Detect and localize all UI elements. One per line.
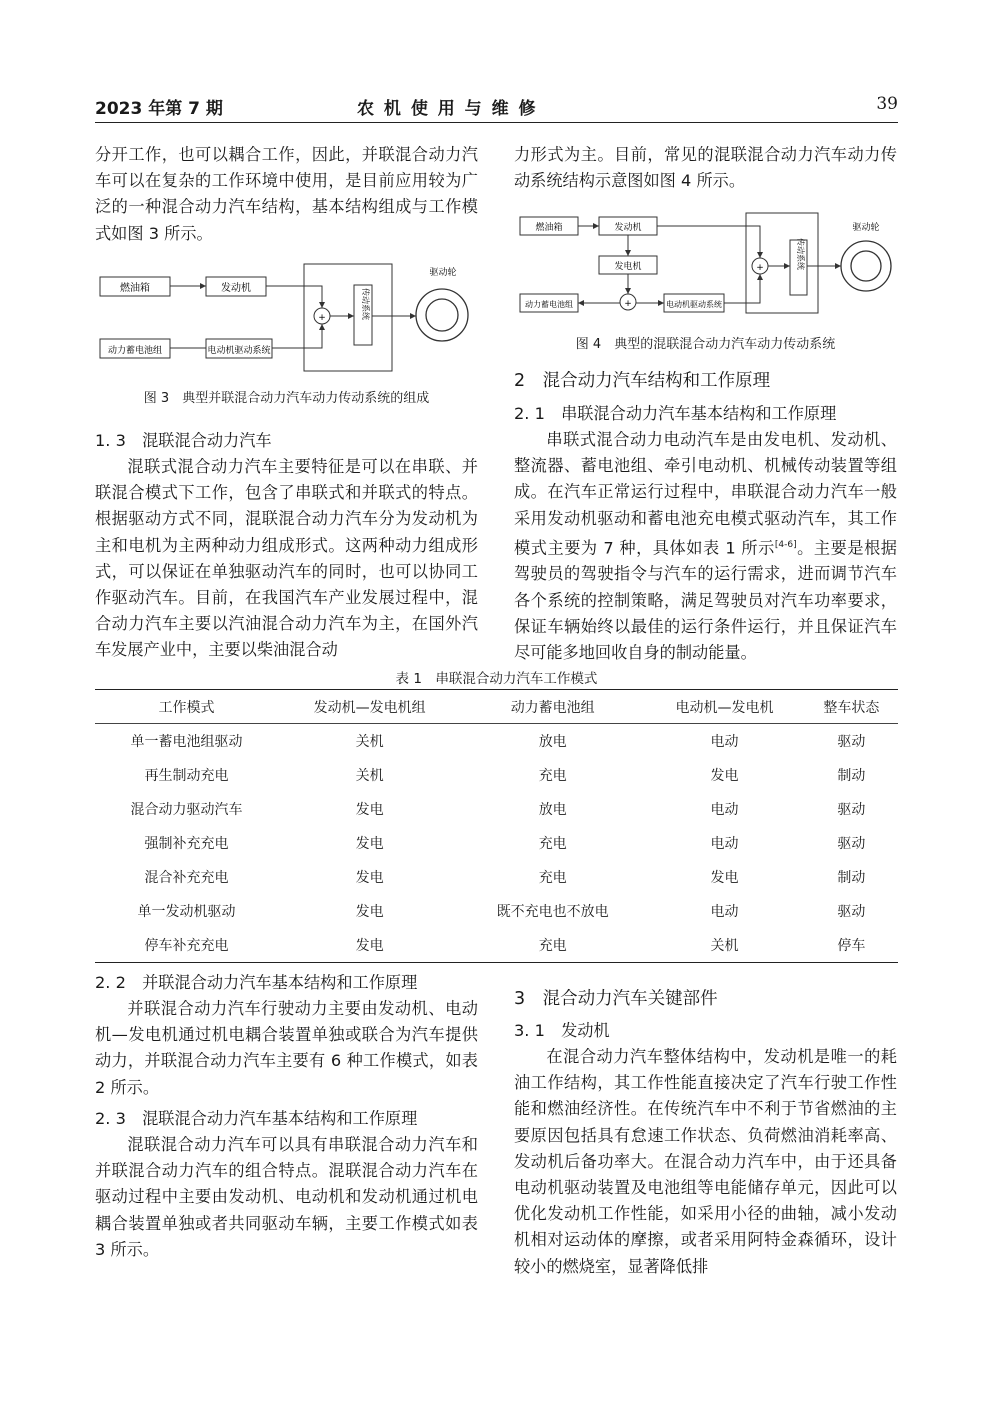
table-cell: 发电 [355, 836, 384, 852]
table-cell: 发电 [710, 768, 739, 784]
right-paragraph-1: 力形式为主。目前，常见的混联混合动力汽车动力传动系统结构示意图如图 4 所示。 [514, 145, 897, 191]
table-row [95, 928, 898, 963]
table-cell: 驱动 [837, 836, 866, 852]
table-cell: 停车 [805, 928, 898, 963]
table-row [95, 758, 898, 792]
figure-3-caption: 图 3 典型并联混合动力汽车动力传动系统的组成 [143, 391, 430, 406]
table-header-cell: 整车状态 [805, 690, 898, 724]
table-cell: 停车补充充电 [95, 928, 278, 963]
fig3-battery-label: 动力蓄电池组 [107, 346, 163, 356]
table-cell: 发电 [355, 904, 384, 920]
section-1-3-heading: 1. 3 混联混合动力汽车 [95, 431, 272, 450]
table-header-cell: 电动机—发电机 [644, 690, 805, 724]
table-row [95, 826, 898, 860]
table-header-row [95, 690, 898, 724]
table-cell: 发电 [355, 802, 384, 818]
bottom-left-paragraph-2: 混联混合动力汽车可以具有串联混合动力汽车和并联混合动力汽车的组合特点。混联混合动力汽车在驱动过程中主要由发动机、电动机和发动机通过机电耦合装置单独或者共同驱动车辆，主要工作模式如表 3 所示。 [95, 1135, 478, 1259]
figure-3-diagram [95, 258, 478, 376]
svg-text:+: + [756, 263, 764, 273]
table-header-cell: 工作模式 [95, 690, 278, 724]
table-cell: 放电 [538, 802, 567, 818]
left-paragraph-1: 分开工作，也可以耦合工作，因此，并联混合动力汽车可以在复杂的工作环境中使用，是目前应用较为广泛的一种混合动力汽车结构，基本结构组成与工作模式如图 3 所示。 [95, 145, 478, 243]
section-2-heading: 2 混合动力汽车结构和工作原理 [514, 371, 771, 391]
section-2-3-heading: 2. 3 混联混合动力汽车基本结构和工作原理 [95, 1109, 418, 1128]
table-cell: 放电 [538, 734, 567, 750]
svg-text:+: + [624, 299, 632, 309]
table-cell: 驱动 [837, 904, 866, 920]
table-cell: 电动 [710, 802, 739, 818]
fig4-battery-label: 动力蓄电池组 [525, 300, 573, 309]
table-cell: 关机 [644, 928, 805, 963]
table-cell: 再生制动充电 [144, 768, 229, 784]
fig3-engine-label: 发动机 [221, 283, 251, 294]
journal-title: 农 机 使 用 与 维 修 [357, 99, 538, 119]
table-row [95, 860, 898, 894]
table-cell: 混合补充充电 [144, 870, 229, 886]
table-cell: 发电 [710, 870, 739, 886]
fig4-motor-drive-label: 电动机驱动系统 [666, 300, 722, 309]
fig4-transmission-label: 传动系统 [796, 238, 805, 270]
table-1-title: 表 1 串联混合动力汽车工作模式 [395, 671, 598, 687]
citation-ref: [4-6] [774, 539, 797, 550]
table-cell: 充电 [461, 928, 644, 963]
table-cell: 驱动 [837, 734, 866, 750]
fig4-fuel-tank-label: 燃油箱 [535, 223, 563, 233]
table-cell: 驱动 [837, 802, 866, 818]
fig4-generator-label: 发电机 [614, 262, 642, 272]
left-paragraph-2: 混联式混合动力汽车主要特征是可以在串联、并联混合模式下工作，包含了串联式和并联式的特点。根据驱动方式不同，混联混合动力汽车分为发动机为主和电机为主两种动力组成形式。这两种动力组成形式，可以保证在单独驱动汽车的同时，也可以协同工作驱动汽车。目前，在我国汽车产业发展过程中，混合动力汽车主要以汽油混合动力汽车为主，在国外汽车发展产业中，主要以柴油混合动 [95, 457, 478, 660]
issue-label: 2023 年第 7 期 [95, 99, 223, 119]
table-cell: 充电 [538, 836, 567, 852]
table-header-cell: 发动机—发电机组 [278, 690, 461, 724]
fig3-fuel-tank-label: 燃油箱 [120, 283, 150, 294]
right-paragraph-2-tail: 。主要是根据驾驶员的驾驶指令与汽车的运行需求，进而调节汽车各个系统的控制策略，满足驾驶员对汽车功率要求，保证车辆始终以最佳的运行条件运行，并且保证汽车尽可能多地回收自身的制动能量。 [514, 538, 897, 663]
table-cell: 发电 [278, 928, 461, 963]
table-header-cell: 动力蓄电池组 [461, 690, 644, 724]
table-row [95, 792, 898, 826]
table-cell: 电动 [710, 836, 739, 852]
section-3-1-heading: 3. 1 发动机 [514, 1021, 610, 1040]
fig3-transmission-label: 传动系统 [361, 288, 370, 320]
fig3-wheel-inner [426, 299, 458, 331]
table-cell: 电动 [710, 904, 739, 920]
fig4-engine-label: 发动机 [614, 223, 642, 233]
table-cell: 充电 [538, 768, 567, 784]
table-cell: 充电 [538, 870, 567, 886]
figure-4-caption: 图 4 典型的混联混合动力汽车动力传动系统 [575, 337, 836, 352]
fig4-wheel-label: 驱动轮 [852, 223, 880, 233]
section-2-2-heading: 2. 2 并联混合动力汽车基本结构和工作原理 [95, 973, 418, 992]
table-cell: 关机 [355, 768, 384, 784]
right-paragraph-2 [514, 427, 897, 666]
right-paragraph-2-main: 串联式混合动力电动汽车是由发电机、发动机、整流器、蓄电池组、牵引电动机、机械传动装置等组成。在汽车正常运行过程中，串联混合动力汽车一般采用发动机驱动和蓄电池充电模式驱动汽车，其工作模式主要为 7 种，具体如表 1 所示 [514, 430, 897, 558]
table-cell: 既不充电也不放电 [496, 904, 609, 920]
table-cell: 混合动力驱动汽车 [130, 802, 243, 818]
section-3-heading: 3 混合动力汽车关键部件 [514, 989, 718, 1009]
table-1 [95, 689, 898, 963]
table-cell: 单一蓄电池组驱动 [130, 734, 243, 750]
table-cell: 单一发动机驱动 [137, 904, 236, 920]
table-cell: 电动 [710, 734, 739, 750]
table-cell: 关机 [355, 734, 384, 750]
bottom-right-paragraph-1: 在混合动力汽车整体结构中，发动机是唯一的耗油工作结构，其工作性能直接决定了汽车行驶工作性能和燃油经济性。在传统汽车中不利于节省燃油的主要原因包括具有怠速工作状态、负荷燃油消耗率高、发动机后备功率大。在混合动力汽车中，由于还具备电动机驱动装置及电池组等电能储存单元，因此可以优化发动机工作性能，如采用小径的曲轴，减小发动机相对运动体的摩擦，或者采用阿特金森循环，设计较小的燃烧室，显著降低排 [514, 1047, 897, 1276]
fig3-wheel-outer [416, 289, 468, 341]
table-row [95, 894, 898, 928]
fig4-wheel-inner [851, 251, 881, 281]
fig3-wheel-label: 驱动轮 [429, 268, 457, 278]
fig3-motor-drive-label: 电动机驱动系统 [207, 346, 271, 356]
bottom-left-paragraph-1: 并联混合动力汽车行驶动力主要由发动机、电动机—发电机通过机电耦合装置单独或联合为汽车提供动力，并联混合动力汽车主要有 6 种工作模式，如表 2 所示。 [95, 999, 478, 1097]
svg-text:+: + [318, 313, 326, 323]
header-rule [95, 122, 898, 123]
table-cell: 制动 [837, 870, 866, 886]
table-cell: 发电 [355, 870, 384, 886]
table-cell: 强制补充充电 [144, 836, 229, 852]
page-number: 39 [876, 94, 898, 114]
fig4-wheel-outer [841, 241, 891, 291]
figure-4-diagram [514, 210, 897, 320]
table-cell: 制动 [837, 768, 866, 784]
section-2-1-heading: 2. 1 串联混合动力汽车基本结构和工作原理 [514, 404, 837, 423]
table-row [95, 724, 898, 759]
